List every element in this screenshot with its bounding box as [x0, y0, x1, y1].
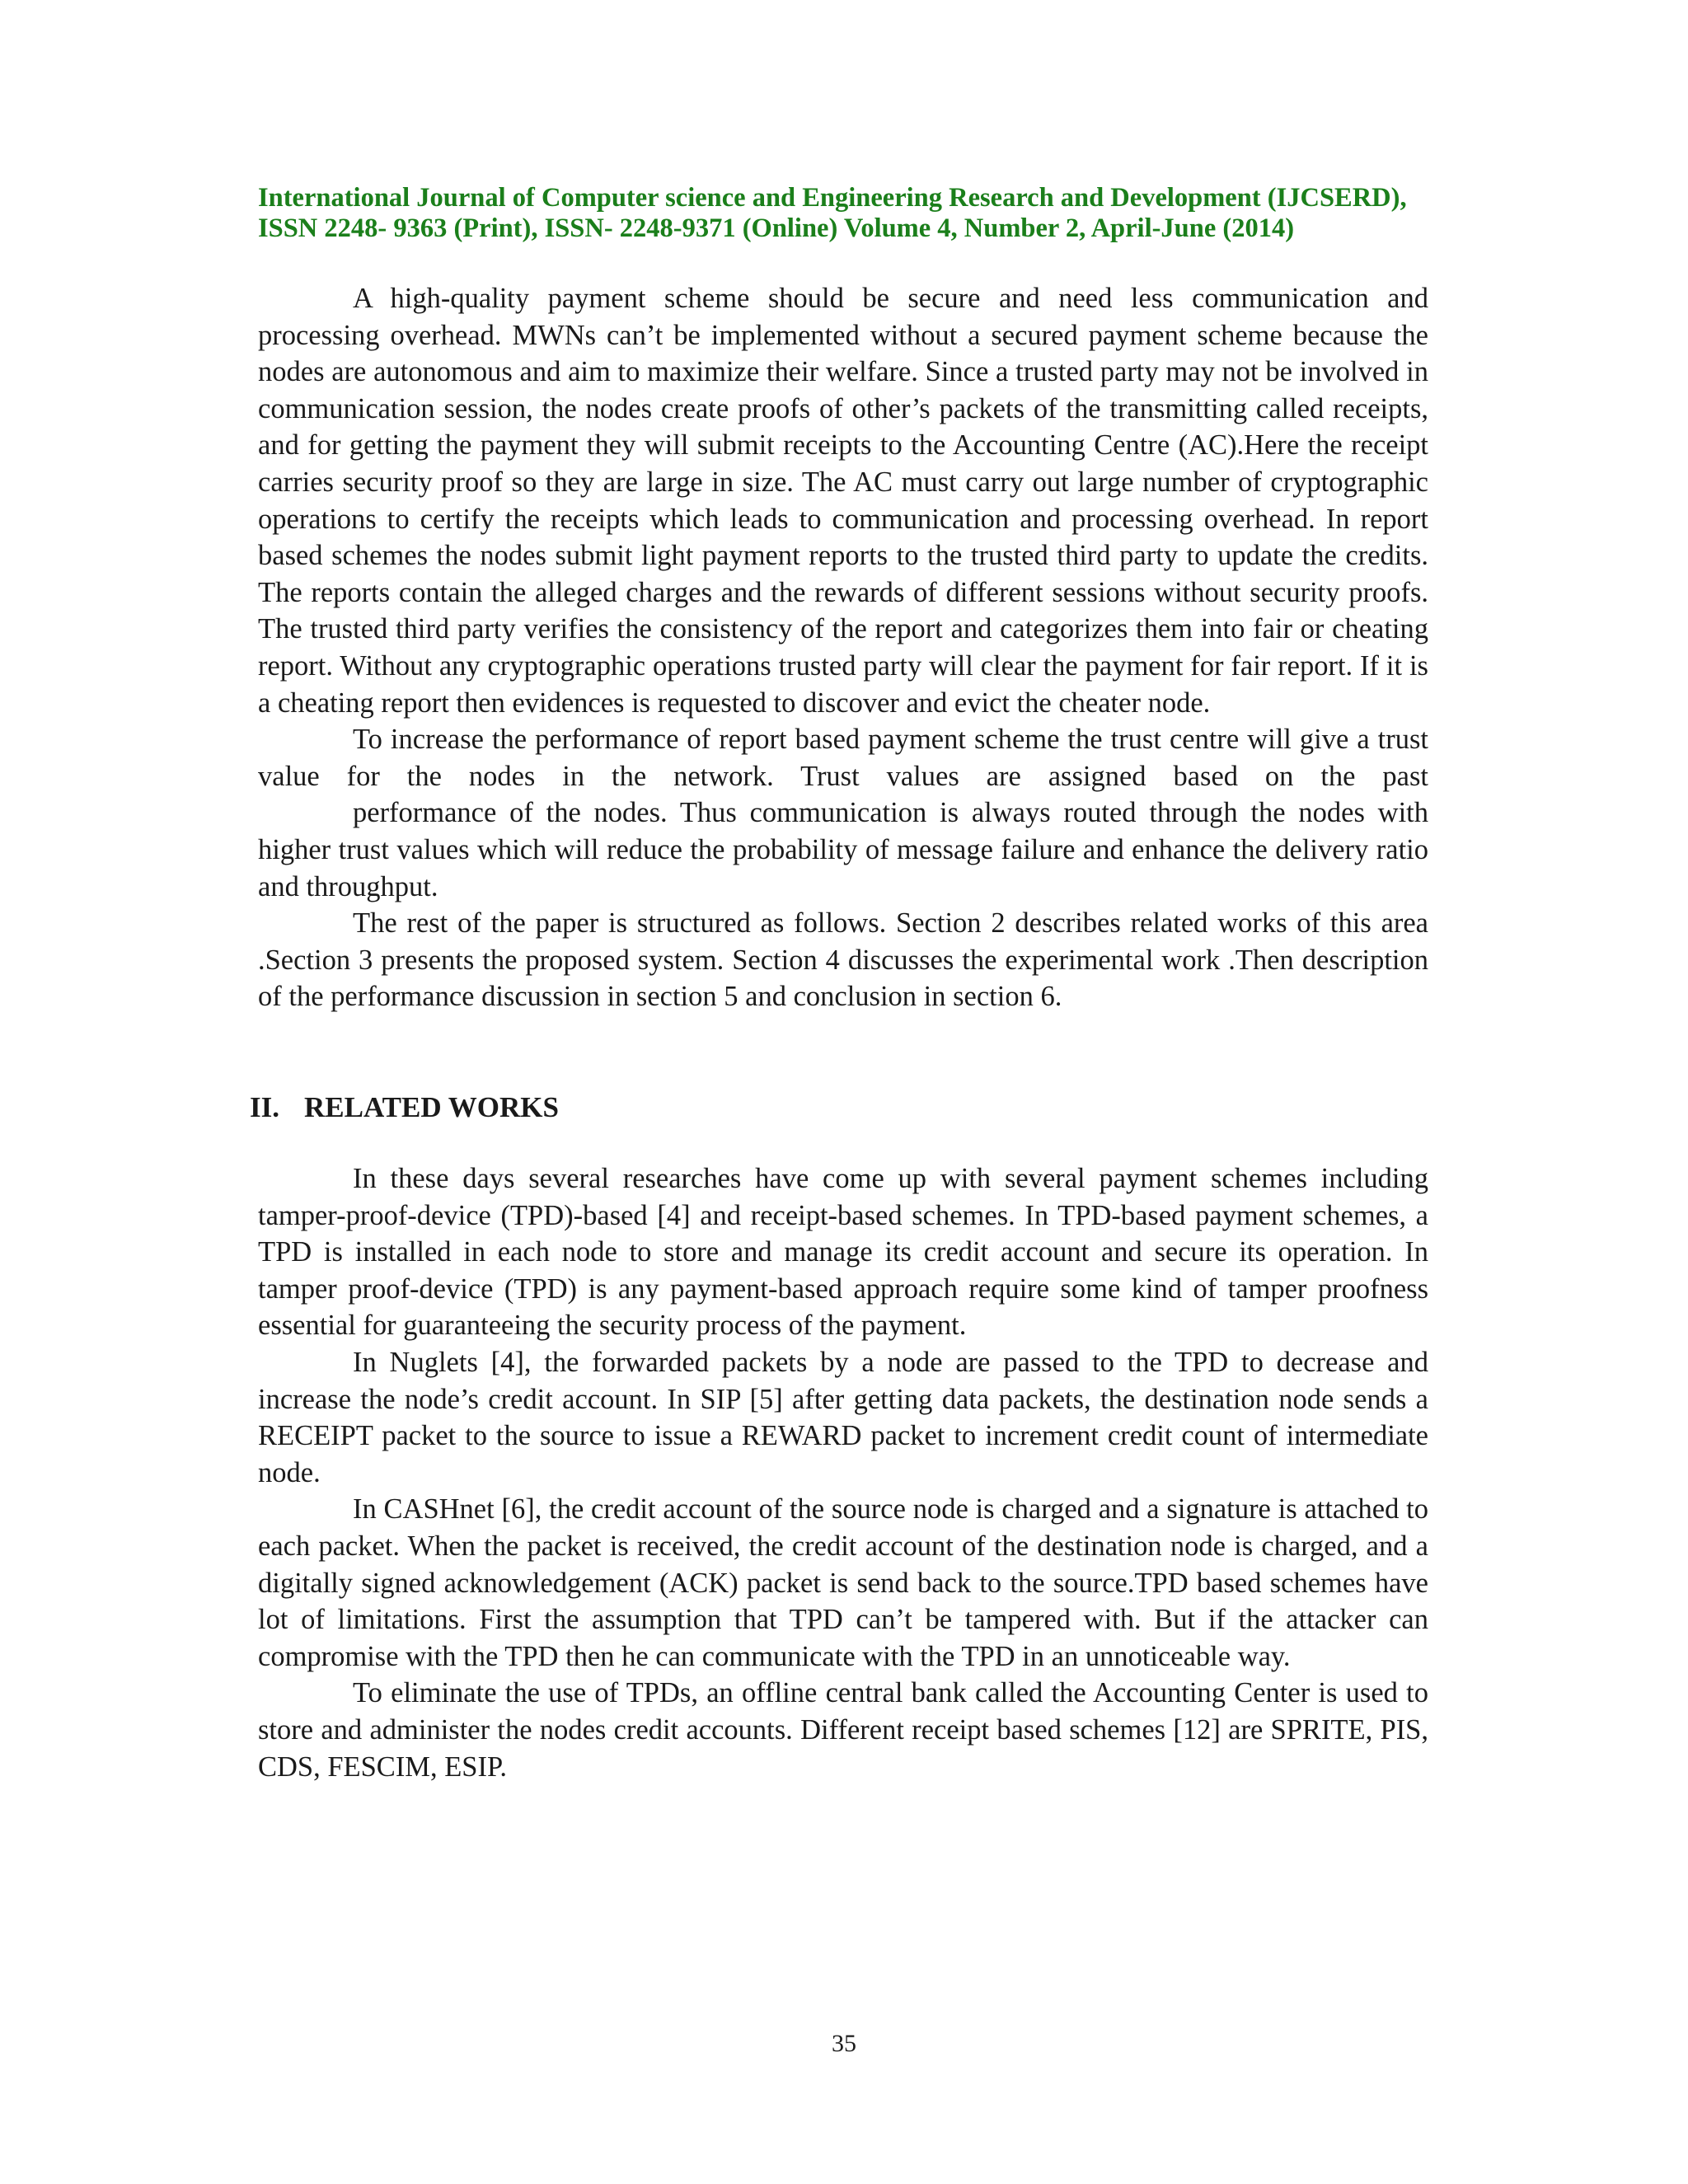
page-number: 35 [832, 2030, 856, 2057]
intro-paragraph: The rest of the paper is structured as follows. Section 2 describes related works of this area .Section 3 presents the proposed system. Section 4 discusses the experimental work .Then description of the performance discussion in section 5 and conclusion in section 6. [258, 907, 1428, 1013]
related-works-paragraph: In these days several researches have come up with several payment schemes including tamper-proof-device (TPD)-based [4] and receipt-based schemes. In TPD-based payment schemes, a TPD is installed in each node to store and manage its credit account and secure its operation. In tamper proof-device (TPD) is any payment-based approach require some kind of tamper proofness essential for guaranteeing the security process of the payment. [258, 1163, 1428, 1342]
journal-header [258, 183, 1428, 244]
related-works-body [258, 1160, 1428, 1785]
related-works-paragraph: In CASHnet [6], the credit account of the source node is charged and a signature is attached to each packet. When the packet is received, the credit account of the destination node is charged, and a digitally signed acknowledgement (ACK) packet is send back to the source.TPD based schemes have lot of limitations. First the assumption that TPD can’t be tampered with. But if the attacker can compromise with the TPD then he can communicate with the TPD in an unnoticeable way. [258, 1493, 1428, 1672]
section-title: RELATED WORKS [304, 1091, 559, 1123]
intro-body [258, 280, 1428, 1015]
section-heading [250, 1090, 559, 1126]
section-number: II. [250, 1091, 279, 1123]
intro-paragraph: A high-quality payment scheme should be secure and need less communication and processing overhead. MWNs can’t be implemented without a secured payment scheme because the nodes are autonomous and aim to maximize their welfare. Since a trusted party may not be involved in communication session, the nodes create proofs of other’s packets of the transmitting called receipts, and for getting the payment they will submit receipts to the Accounting Centre (AC).Here the receipt carries security proof so they are large in size. The AC must carry out large number of cryptographic operations to certify the receipts which leads to communication and processing overhead. In report based schemes the nodes submit light payment reports to the trusted third party to update the credits. The reports contain the alleged charges and the rewards of different sessions without security proofs. The trusted third party verifies the consistency of the report and categorizes them into fair or cheating report. Without any cryptographic operations trusted party will clear the payment for fair report. If it is a cheating report then evidences is requested to discover and evict the cheater node. [258, 283, 1428, 719]
intro-paragraph: performance of the nodes. Thus communication is always routed through the nodes with higher trust values which will reduce the probability of message failure and enhance the delivery ratio and throughput. [258, 797, 1428, 902]
related-works-paragraph: In Nuglets [4], the forwarded packets by a node are passed to the TPD to decrease and increase the node’s credit account. In SIP [5] after getting data packets, the destination node sends a RECEIPT packet to the source to issue a REWARD packet to increment credit count of intermediate node. [258, 1346, 1428, 1488]
related-works-paragraph: To eliminate the use of TPDs, an offline central bank called the Accounting Center is used to store and administer the nodes credit accounts. Different receipt based schemes [12] are SPRITE, PIS, CDS, FESCIM, ESIP. [258, 1677, 1428, 1783]
intro-paragraph: To increase the performance of report based payment scheme the trust centre will give a trust value for the nodes in the network. Trust values are assigned based on the past [258, 724, 1428, 792]
journal-header-line-2: ISSN 2248- 9363 (Print), ISSN- 2248-9371 (Online) Volume 4, Number 2, April-June (2014) [258, 213, 1295, 243]
journal-header-line-1: International Journal of Computer science and Engineering Research and Development (IJCSERD), [258, 183, 1407, 213]
